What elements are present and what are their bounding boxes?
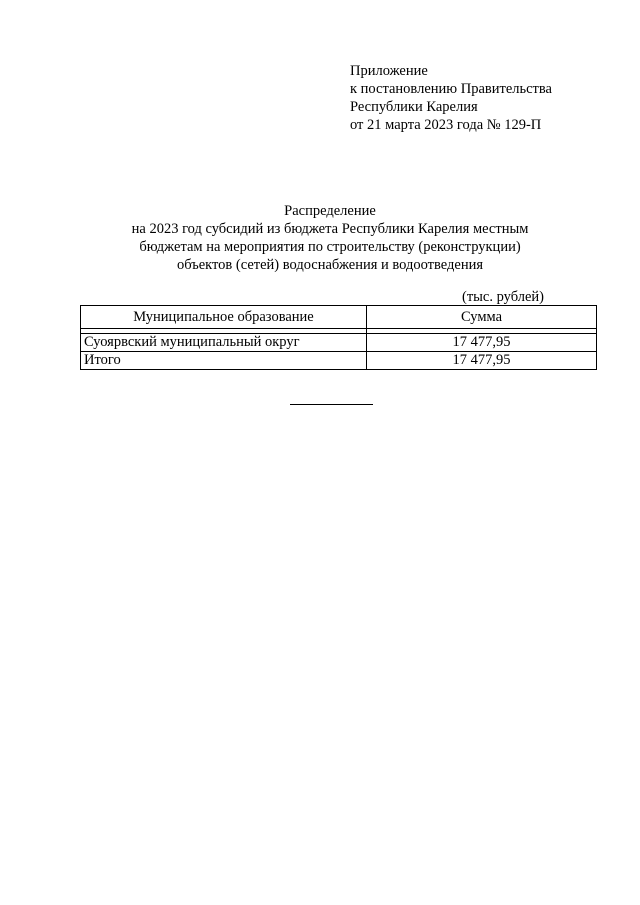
header-amount: Сумма (367, 306, 597, 329)
header-municipality: Муниципальное образование (81, 306, 367, 329)
municipality-cell: Суоярвский муниципальный округ (81, 334, 367, 352)
title-heading: Распределение (284, 203, 376, 219)
total-amount-cell: 17 477,95 (367, 352, 597, 370)
total-label-cell: Итого (81, 352, 367, 370)
units-label: (тыс. рублей) (462, 289, 544, 305)
table-row (81, 334, 597, 352)
appendix-line: Республики Карелия (350, 99, 478, 115)
table-row-total (81, 352, 597, 370)
end-divider-line (290, 404, 373, 405)
title-line: бюджетам на мероприятия по строительству (реконструкции) (139, 239, 521, 255)
title-line: на 2023 год субсидий из бюджета Республики Карелия местным (131, 221, 529, 237)
title-line: объектов (сетей) водоснабжения и водоотведения (176, 257, 484, 273)
appendix-block (350, 62, 552, 134)
appendix-line: Приложение (350, 63, 428, 79)
table-header-row (81, 306, 597, 329)
appendix-line: к постановлению Правительства (350, 81, 552, 97)
appendix-line: от 21 марта 2023 года № 129-П (350, 117, 542, 133)
document-title (80, 202, 580, 274)
distribution-table (80, 305, 597, 370)
amount-cell: 17 477,95 (367, 334, 597, 352)
